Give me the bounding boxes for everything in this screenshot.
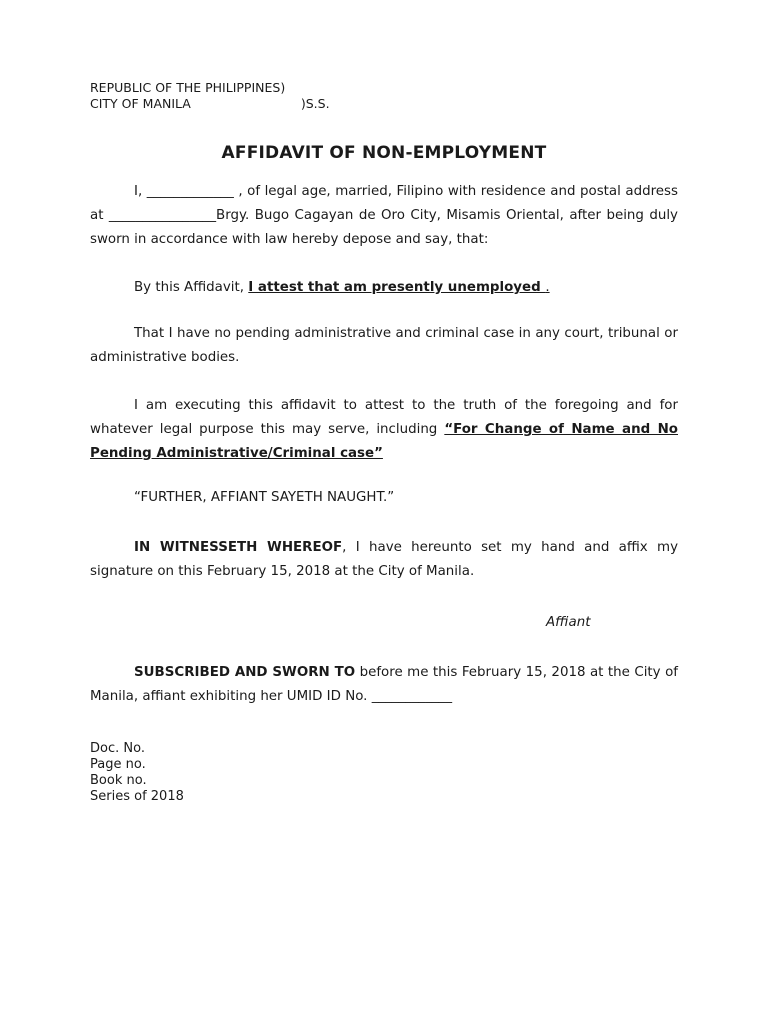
name-blank: _____________ — [146, 184, 234, 199]
sworn-paragraph — [90, 661, 678, 709]
intro-paragraph — [90, 180, 678, 252]
purpose-text: I am executing this affidavit to attest to the truth of the foregoing and for whatever legal purpose this may serve, including — [90, 398, 678, 437]
venue-city — [90, 96, 678, 112]
affiant-label: Affiant — [546, 615, 591, 630]
venue-republic: REPUBLIC OF THE PHILIPPINES) — [90, 80, 286, 95]
attest-statement: I attest that am presently unemployed — [248, 280, 546, 295]
further-text: “FURTHER, AFFIANT SAYETH NAUGHT.” — [134, 490, 395, 505]
intro-text-1: , of legal age, married, Filipino with residence and postal address at — [90, 184, 679, 223]
venue-city-name: CITY OF MANILA — [90, 96, 191, 111]
witness-text: , I have hereunto set my hand and affix my signature on this February 15, 2018 at the City of Manila. — [90, 540, 679, 579]
purpose-paragraph — [90, 394, 678, 466]
no-case-paragraph — [90, 322, 678, 370]
intro-lead: I, — [134, 184, 147, 199]
book-no: Book no. — [90, 773, 147, 788]
venue-header — [90, 80, 678, 112]
further-paragraph — [90, 486, 678, 510]
attest-end: . — [545, 280, 550, 295]
page-no: Page no. — [90, 757, 146, 772]
document-title: AFFIDAVIT OF NON-EMPLOYMENT — [221, 143, 547, 163]
doc-no: Doc. No. — [90, 741, 145, 756]
witness-paragraph — [90, 536, 678, 584]
attest-lead: By this Affidavit, — [134, 280, 249, 295]
witness-bold: IN WITNESSETH WHEREOF — [134, 540, 343, 555]
sworn-text: before me this February 15, 2018 at the City of Manila, affiant exhibiting her UMID ID No. — [90, 665, 678, 704]
no-case-text: That I have no pending administrative and criminal case in any court, tribunal or administrative bodies. — [90, 326, 678, 365]
venue-ss: )S.S. — [300, 96, 330, 111]
intro-text-2: Brgy. Bugo Cagayan de Oro City, Misamis Oriental, after being duly sworn in accordance with law hereby depose and say, that: — [90, 208, 678, 247]
notarial-footer — [90, 741, 678, 805]
address-blank: ________________ — [108, 208, 217, 223]
umid-blank: ____________ — [371, 689, 453, 704]
purpose-bold: “For Change of Name and No Pending Administrative/Criminal case” — [90, 422, 678, 461]
sworn-bold: SUBSCRIBED AND SWORN TO — [134, 665, 356, 680]
attest-paragraph — [90, 276, 678, 300]
series: Series of 2018 — [90, 789, 184, 804]
